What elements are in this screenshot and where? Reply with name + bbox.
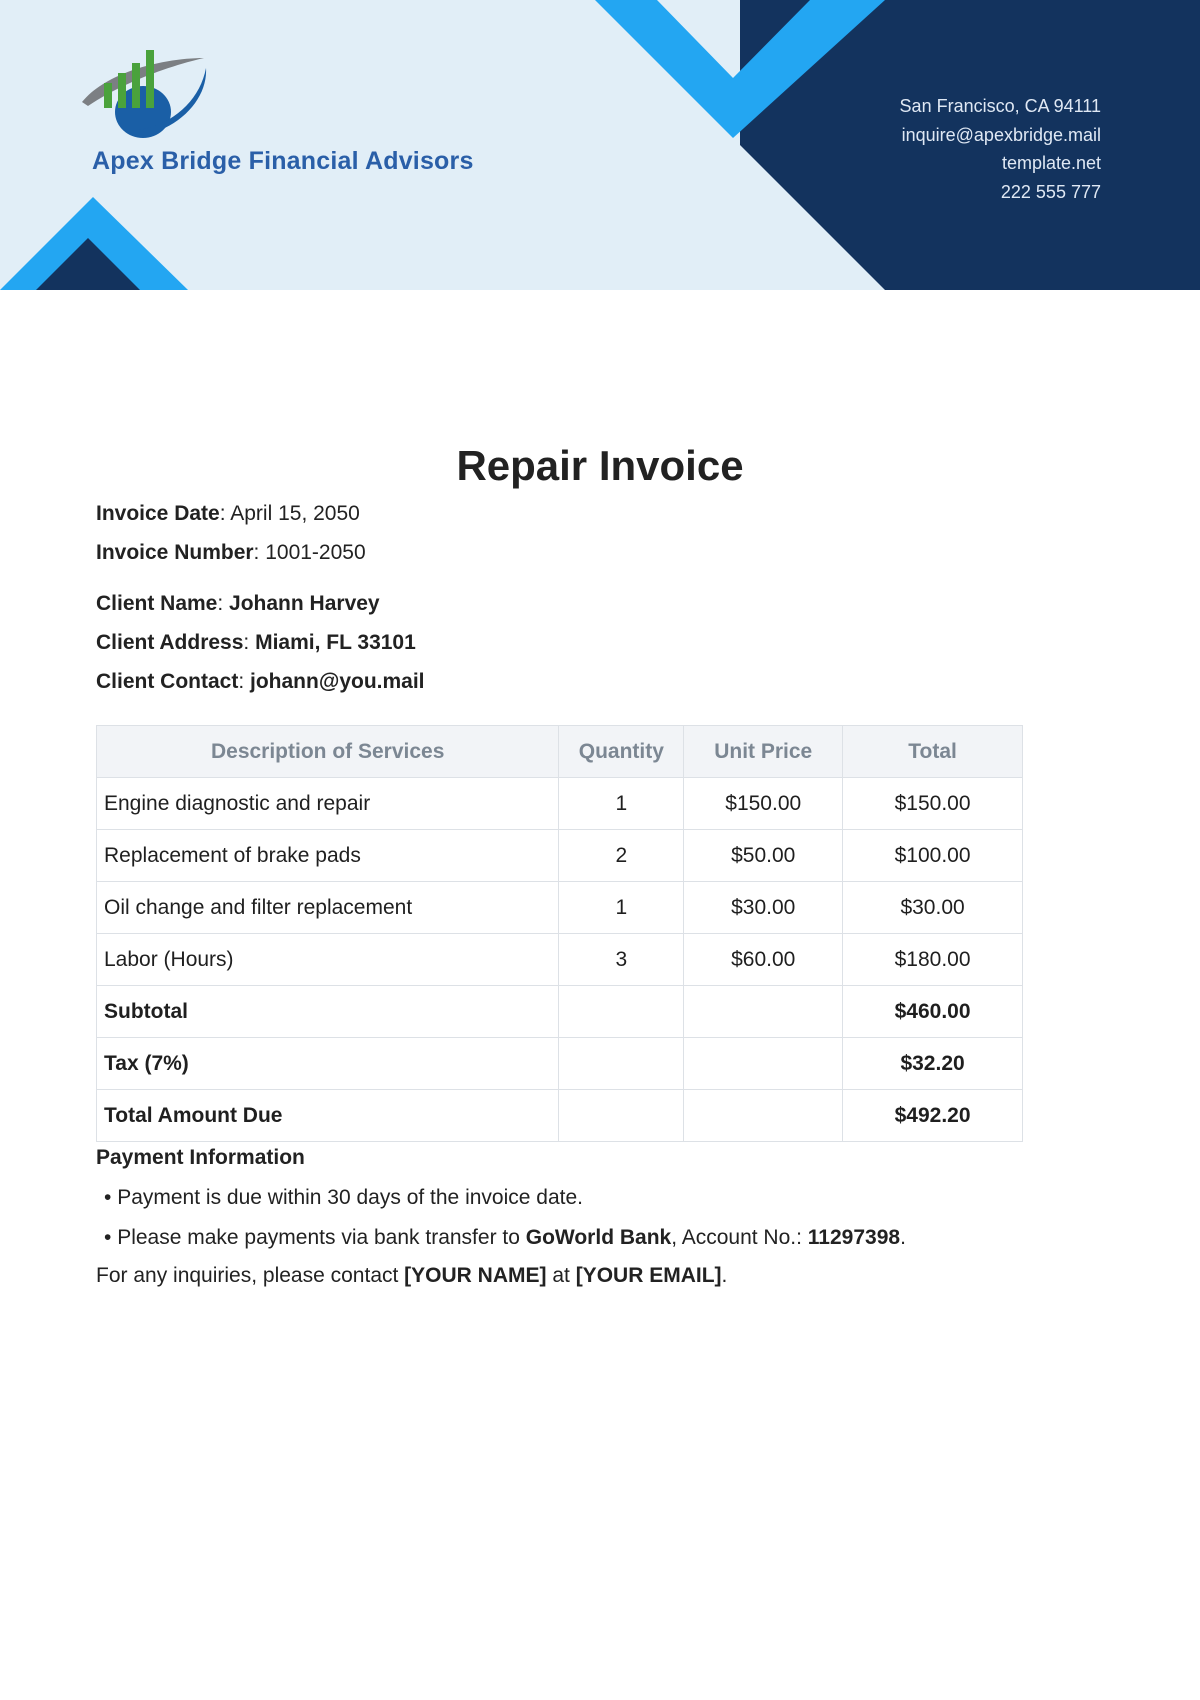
subtotal-label: Subtotal xyxy=(97,986,559,1038)
inquiry-end: . xyxy=(721,1264,728,1287)
total-due-row xyxy=(97,1090,1023,1142)
bank-text-mid: , Account No.: xyxy=(671,1226,808,1249)
invoice-number-label: Invoice Number xyxy=(96,541,254,564)
tax-value: $32.20 xyxy=(843,1038,1023,1090)
company-phone: 222 555 777 xyxy=(1000,181,1101,202)
letterhead xyxy=(0,0,1200,290)
service-unit-price: $50.00 xyxy=(684,830,843,882)
service-description: Replacement of brake pads xyxy=(97,830,559,882)
company-logo-icon xyxy=(78,40,208,145)
your-name-placeholder: [YOUR NAME] xyxy=(404,1264,547,1287)
client-contact-value[interactable]: johann@you.mail xyxy=(250,670,425,693)
client-address-line: Client Address: Miami, FL 33101 xyxy=(96,631,416,654)
bank-name: GoWorld Bank xyxy=(525,1226,672,1249)
payment-bullet-due xyxy=(104,1186,583,1210)
service-unit-price: $60.00 xyxy=(684,934,843,986)
invoice-date-label: Invoice Date xyxy=(96,502,220,525)
client-name-label: Client Name xyxy=(96,592,218,615)
tax-label: Tax (7%) xyxy=(97,1038,559,1090)
subtotal-value: $460.00 xyxy=(843,986,1023,1038)
company-email[interactable]: inquire@apexbridge.mail xyxy=(901,124,1101,145)
service-quantity: 2 xyxy=(559,830,684,882)
inquiry-prefix: For any inquiries, please contact xyxy=(96,1264,405,1287)
payment-info-heading: Payment Information xyxy=(96,1146,305,1169)
bank-text-prefix: Please make payments via bank transfer to xyxy=(117,1226,526,1249)
inquiry-contact-line xyxy=(96,1264,727,1288)
payment-due-text: Payment is due within 30 days of the invoice date. xyxy=(117,1186,583,1209)
client-address-label: Client Address xyxy=(96,631,244,654)
service-quantity: 3 xyxy=(559,934,684,986)
services-table xyxy=(96,725,1023,1142)
client-contact-line: Client Contact: johann@you.mail xyxy=(96,670,425,693)
invoice-number-line: Invoice Number: 1001-2050 xyxy=(96,541,366,564)
column-header-total: Total xyxy=(843,726,1023,778)
client-address-value: Miami, FL 33101 xyxy=(255,631,416,654)
invoice-date-line: Invoice Date: April 15, 2050 xyxy=(96,502,360,525)
total-due-label: Total Amount Due xyxy=(97,1090,559,1142)
account-number: 11297398 xyxy=(807,1226,901,1249)
service-total: $30.00 xyxy=(843,882,1023,934)
column-header-description: Description of Services xyxy=(97,726,559,778)
table-row xyxy=(97,934,1023,986)
company-website[interactable]: template.net xyxy=(1001,153,1101,174)
service-description: Engine diagnostic and repair xyxy=(97,778,559,830)
your-email-placeholder: [YOUR EMAIL] xyxy=(575,1264,722,1287)
tax-row xyxy=(97,1038,1023,1090)
company-address: San Francisco, CA 94111 xyxy=(899,96,1101,116)
inquiry-mid: at xyxy=(546,1264,576,1287)
client-contact-label: Client Contact xyxy=(96,670,239,693)
subtotal-row xyxy=(97,986,1023,1038)
service-total: $100.00 xyxy=(843,830,1023,882)
service-total: $150.00 xyxy=(843,778,1023,830)
client-name-line: Client Name: Johann Harvey xyxy=(96,592,380,615)
service-description: Labor (Hours) xyxy=(97,934,559,986)
page-title: Repair Invoice xyxy=(456,442,744,489)
bullet-icon: • xyxy=(104,1226,112,1249)
service-quantity: 1 xyxy=(559,778,684,830)
column-header-quantity: Quantity xyxy=(559,726,684,778)
total-due-value: $492.20 xyxy=(843,1090,1023,1142)
invoice-date-value: April 15, 2050 xyxy=(230,502,360,525)
service-quantity: 1 xyxy=(559,882,684,934)
invoice-number-value: 1001-2050 xyxy=(265,541,366,564)
company-name: Apex Bridge Financial Advisors xyxy=(92,147,474,175)
client-name-value: Johann Harvey xyxy=(229,592,380,615)
table-header-row xyxy=(97,726,1023,778)
service-unit-price: $30.00 xyxy=(684,882,843,934)
service-description: Oil change and filter replacement xyxy=(97,882,559,934)
service-total: $180.00 xyxy=(843,934,1023,986)
bullet-icon: • xyxy=(104,1186,112,1209)
table-row xyxy=(97,778,1023,830)
table-row xyxy=(97,830,1023,882)
table-row xyxy=(97,882,1023,934)
column-header-unit-price: Unit Price xyxy=(684,726,843,778)
service-unit-price: $150.00 xyxy=(684,778,843,830)
bank-text-end: . xyxy=(900,1226,906,1249)
company-contact-block xyxy=(900,92,1101,206)
payment-bullet-bank xyxy=(104,1226,906,1250)
